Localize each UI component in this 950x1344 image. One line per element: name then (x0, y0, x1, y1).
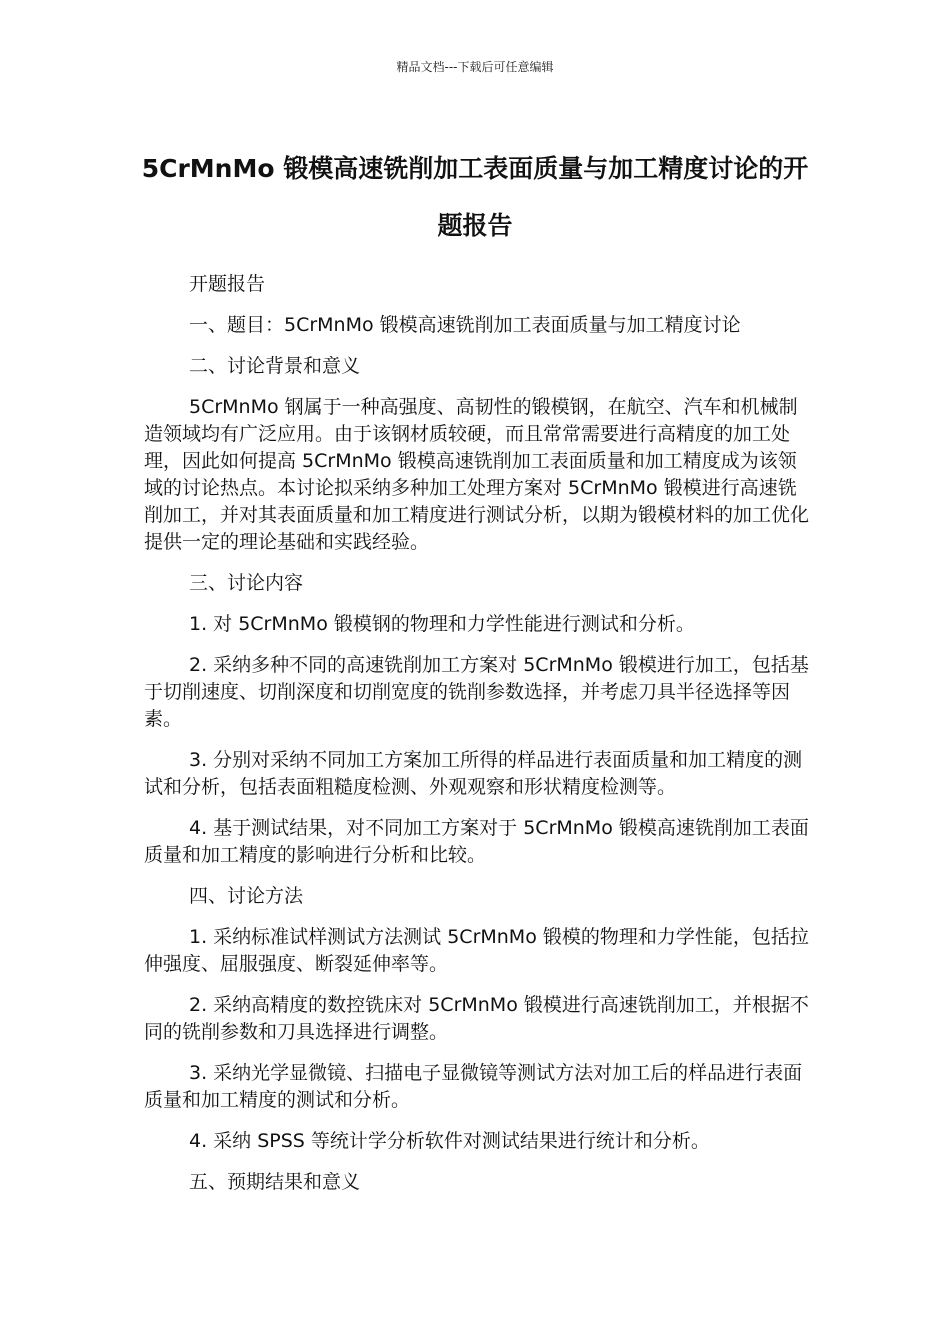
document-body (144, 271, 810, 1210)
method-item: 4. 采纳 SPSS 等统计学分析软件对测试结果进行统计和分析。 (189, 1130, 710, 1152)
content-item: 1. 对 5CrMnMo 锻模钢的物理和力学性能进行测试和分析。 (189, 613, 695, 635)
section-heading: 三、讨论内容 (189, 572, 304, 594)
section-heading: 五、预期结果和意义 (189, 1171, 361, 1193)
page-header: 精品文档---下载后可任意编辑 (396, 60, 554, 74)
document-title: 5CrMnMo 锻模高速铣削加工表面质量与加工精度讨论的开题报告 (141, 154, 809, 240)
section-heading: 二、讨论背景和意义 (189, 355, 361, 377)
topic-line: 一、题目：5CrMnMo 锻模高速铣削加工表面质量与加工精度讨论 (189, 314, 741, 336)
method-item: 3. 采纳光学显微镜、扫描电子显微镜等测试方法对加工后的样品进行表面质量和加工精度的测试和分析。 (144, 1062, 803, 1111)
content-item: 4. 基于测试结果，对不同加工方案对于 5CrMnMo 锻模高速铣削加工表面质量和加工精度的影响进行分析和比较。 (144, 817, 809, 866)
section-label: 开题报告 (189, 273, 266, 295)
section-heading: 四、讨论方法 (189, 885, 304, 907)
method-item: 1. 采纳标准试样测试方法测试 5CrMnMo 锻模的物理和力学性能，包括拉伸强度、屈服强度、断裂延伸率等。 (144, 926, 809, 975)
content-item: 2. 采纳多种不同的高速铣削加工方案对 5CrMnMo 锻模进行加工，包括基于切削速度、切削深度和切削宽度的铣削参数选择，并考虑刀具半径选择等因素。 (144, 654, 809, 730)
background-paragraph: 5CrMnMo 钢属于一种高强度、高韧性的锻模钢，在航空、汽车和机械制造领域均有广泛应用。由于该钢材质较硬，而且常常需要进行高精度的加工处理，因此如何提高 5CrMnMo 锻模高速铣削加工表面质量和加工精度成为该领域的讨论热点。本讨论拟采纳多种加工处理方案对 5CrMnMo 锻模进行高速铣削加工，并对其表面质量和加工精度进行测试分析，以期为锻模材料的加工优化提供一定的理论基础和实践经验。 (144, 396, 810, 553)
method-item: 2. 采纳高精度的数控铣床对 5CrMnMo 锻模进行高速铣削加工，并根据不同的铣削参数和刀具选择进行调整。 (144, 994, 809, 1043)
content-item: 3. 分别对采纳不同加工方案加工所得的样品进行表面质量和加工精度的测试和分析，包括表面粗糙度检测、外观观察和形状精度检测等。 (144, 749, 803, 798)
